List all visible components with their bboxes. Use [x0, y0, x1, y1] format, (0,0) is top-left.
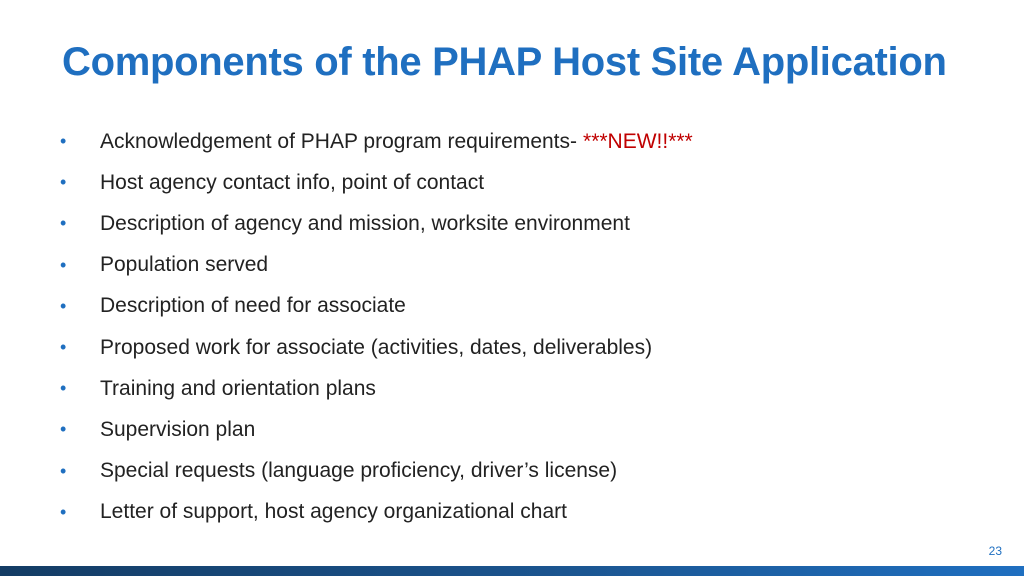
bullet-icon: •: [60, 254, 67, 275]
bullet-icon: •: [60, 131, 67, 152]
bullet-item: [60, 121, 693, 162]
slide-title: Components of the PHAP Host Site Application: [62, 40, 947, 84]
footer-bar: [0, 566, 1024, 576]
bullet-icon: •: [60, 295, 67, 316]
bullet-list: [60, 121, 693, 533]
bullet-item: [60, 327, 693, 368]
bullet-icon: •: [60, 419, 67, 440]
bullet-text: Host agency contact info, point of contact: [100, 170, 485, 194]
bullet-item: [60, 451, 693, 492]
bullet-item: [60, 245, 693, 286]
bullet-text: Proposed work for associate (activities, dates, deliverables): [100, 335, 653, 359]
bullet-text: Special requests (language proficiency, driver’s license): [100, 459, 618, 483]
bullet-item: [60, 368, 693, 409]
bullet-text: Population served: [100, 253, 269, 277]
bullet-icon: •: [60, 378, 67, 399]
page-number: 23: [988, 544, 1002, 558]
bullet-text: Acknowledgement of PHAP program requirements-: [100, 129, 578, 153]
bullet-icon: •: [60, 172, 67, 193]
bullet-text: Description of need for associate: [100, 294, 406, 318]
new-highlight-tag: ***NEW!!***: [583, 129, 693, 153]
bullet-icon: •: [60, 337, 67, 358]
bullet-item: [60, 162, 693, 203]
bullet-icon: •: [60, 213, 67, 234]
bullet-item: [60, 203, 693, 244]
bullet-item: [60, 286, 693, 327]
bullet-icon: •: [60, 501, 67, 522]
bullet-icon: •: [60, 460, 67, 481]
bullet-item: [60, 409, 693, 450]
bullet-text: Supervision plan: [100, 417, 256, 441]
bullet-text: Letter of support, host agency organizational chart: [100, 500, 567, 524]
bullet-text: Description of agency and mission, worksite environment: [100, 211, 630, 235]
bullet-item: [60, 492, 693, 533]
bullet-text: Training and orientation plans: [100, 376, 376, 400]
